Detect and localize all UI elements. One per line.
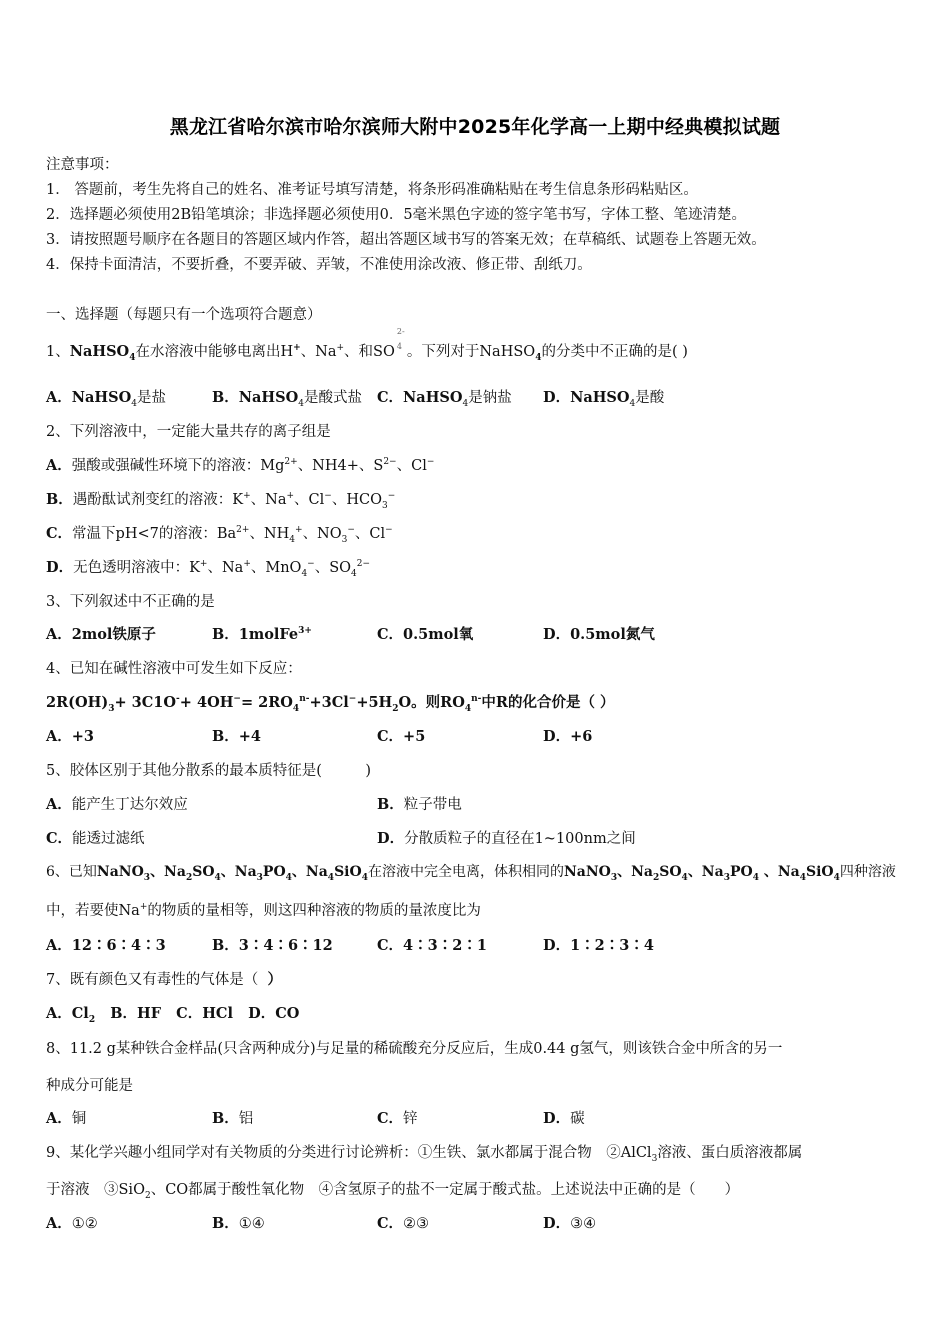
- q9-option-d[interactable]: D．③④: [543, 1215, 597, 1232]
- q6-option-b[interactable]: B．3∶4∶6∶12: [212, 937, 333, 954]
- page-title: 黑龙江省哈尔滨市哈尔滨师大附中2025年化学高一上期中经典模拟试题: [169, 116, 781, 138]
- sulfate-charge: 2- 4: [396, 327, 405, 351]
- notice-item-2: 2．选择题必须使用2B铅笔填涂；非选择题必须使用0．5毫米黑色字迹的签字笔书写，字体工整、笔迹清楚。: [46, 207, 747, 223]
- q7-option-c[interactable]: C．HCl: [176, 1005, 233, 1022]
- q2-option-d[interactable]: D．无色透明溶液中：K+、Na+、MnO$_4$−、$SO_4^{2-}$: [46, 559, 371, 579]
- q6-option-a[interactable]: A．12∶6∶4∶3: [46, 937, 166, 954]
- question-9-stem-line-2: 于溶液 ③SiO$_2$、CO都属于酸性氧化物 ④含氢原子的盐不一定属于酸式盐。上述说法中正确的是（ ）: [46, 1182, 740, 1201]
- question-4-stem: 4、已知在碱性溶液中可发生如下反应：: [46, 661, 302, 677]
- q9-option-a[interactable]: A．①②: [46, 1215, 98, 1232]
- q2-option-a[interactable]: A．强酸或强碱性环境下的溶液：$Mg^{2+}$、NH4+、$S^{2-}$、Cl−: [46, 457, 435, 474]
- q5-option-b[interactable]: B．粒子带电: [377, 796, 462, 813]
- question-1-stem: 1、NaHSO$_4$在水溶液中能够电离出H+、Na+、和SO 2- 4 。下列对于NaHSO$_4$的分类中不正确的是( ): [46, 327, 688, 363]
- q1-option-b[interactable]: B．NaHSO$_4$是酸式盐: [212, 389, 362, 409]
- q9-option-b[interactable]: B．①④: [212, 1215, 265, 1232]
- q8-option-d[interactable]: D．碳: [543, 1110, 585, 1127]
- notice-item-4: 4．保持卡面清洁，不要折叠，不要弄破、弄皱，不准使用涂改液、修正带、刮纸刀。: [46, 257, 592, 273]
- question-4-equation: $2R(OH)_3+ 3C1O^-+ 4OH^-= 2RO_4^{n-}+3Cl^-+5H_2O$。则$RO_4^{n-}$中R的化合价是（ ）: [46, 694, 615, 714]
- q7-option-b[interactable]: B．HF: [110, 1005, 162, 1022]
- q4-option-a[interactable]: A．+3: [46, 728, 95, 745]
- question-5-stem: 5、胶体区别于其他分散系的最本质特征是( ): [46, 763, 372, 779]
- q4-option-b[interactable]: B．+4: [212, 728, 262, 745]
- q3-option-c[interactable]: C．0.5mol氧: [377, 626, 474, 643]
- notice-item-3: 3．请按照题号顺序在各题目的答题区域内作答，超出答题区域书写的答案无效；在草稿纸、试题卷上答题无效。: [46, 232, 766, 248]
- q1-option-d[interactable]: D．NaHSO$_4$是酸: [543, 389, 665, 409]
- question-2-stem: 2、下列溶液中，一定能大量共存的离子组是: [46, 424, 331, 440]
- question-7-stem: 7、既有颜色又有毒性的气体是（ ）: [46, 971, 282, 988]
- q5-option-d[interactable]: D．分散质粒子的直径在1~100nm之间: [377, 830, 636, 847]
- notice-item-1: 1． 答题前，考生先将自己的姓名、准考证号填写清楚，将条形码准确粘贴在考生信息条形码粘贴区。: [46, 182, 698, 198]
- q9-option-c[interactable]: C．②③: [377, 1215, 430, 1232]
- q5-option-c[interactable]: C．能透过滤纸: [46, 830, 145, 847]
- q3-option-a[interactable]: A．2mol铁原子: [46, 626, 156, 643]
- q7-option-a[interactable]: A．$Cl_2$: [46, 1005, 96, 1025]
- q8-option-a[interactable]: A．铜: [46, 1110, 87, 1127]
- question-9-stem-line-1: 9、某化学兴趣小组同学对有关物质的分类进行讨论辨析：①生铁、氯水都属于混合物 ②AlCl$_3$溶液、蛋白质溶液都属: [46, 1145, 803, 1164]
- q8-option-c[interactable]: C．锌: [377, 1110, 418, 1127]
- q1-option-a[interactable]: A．NaHSO$_4$是盐: [46, 389, 166, 409]
- question-8-stem-line-2: 种成分可能是: [46, 1078, 133, 1094]
- q2-option-c[interactable]: C．常温下pH<7的溶液：$Ba^{2+}$、$NH_4^+$、$NO_3^-$、Cl−: [46, 525, 393, 545]
- q3-option-d[interactable]: D．0.5mol氮气: [543, 626, 655, 643]
- notice-heading: 注意事项：: [46, 157, 119, 173]
- q4-option-d[interactable]: D．+6: [543, 728, 593, 745]
- q6-option-c[interactable]: C．4∶3∶2∶1: [377, 937, 487, 954]
- q6-option-d[interactable]: D．1∶2∶3∶4: [543, 937, 654, 954]
- question-6-stem-line-2: 中，若要使Na+的物质的量相等，则这四种溶液的物质的量浓度比为: [46, 902, 481, 919]
- q3-option-b[interactable]: B．1molFe$^{3+}$: [212, 626, 312, 643]
- q7-options: [46, 1002, 299, 1025]
- q2-option-b[interactable]: B．遇酚酞试剂变红的溶液：K+、Na+、Cl−、$HCO_3^-$: [46, 491, 396, 511]
- question-3-stem: 3、下列叙述中不正确的是: [46, 594, 215, 610]
- q5-option-a[interactable]: A．能产生丁达尔效应: [46, 796, 188, 813]
- q4-option-c[interactable]: C．+5: [377, 728, 426, 745]
- q7-option-d[interactable]: D．CO: [248, 1005, 300, 1022]
- question-6-stem-line-1: 6、已知NaNO$_3$、$Na_2SO_4$、$Na_3PO_4$、$Na_4SiO_4$在溶液中完全电离，体积相同的NaNO$_3$、$Na_2SO_4$、$Na_3PO_4$ 、$Na_4SiO_4$四种溶液: [46, 864, 896, 883]
- q8-option-b[interactable]: B．铝: [212, 1110, 254, 1127]
- q1-option-c[interactable]: C．NaHSO$_4$是钠盐: [377, 389, 512, 409]
- question-8-stem-line-1: 8、11.2 g某种铁合金样品(只含两种成分)与足量的稀硫酸充分反应后，生成0.44 g氢气，则该铁合金中所含的另一: [46, 1041, 783, 1057]
- section-heading: 一、选择题（每题只有一个选项符合题意）: [46, 307, 322, 323]
